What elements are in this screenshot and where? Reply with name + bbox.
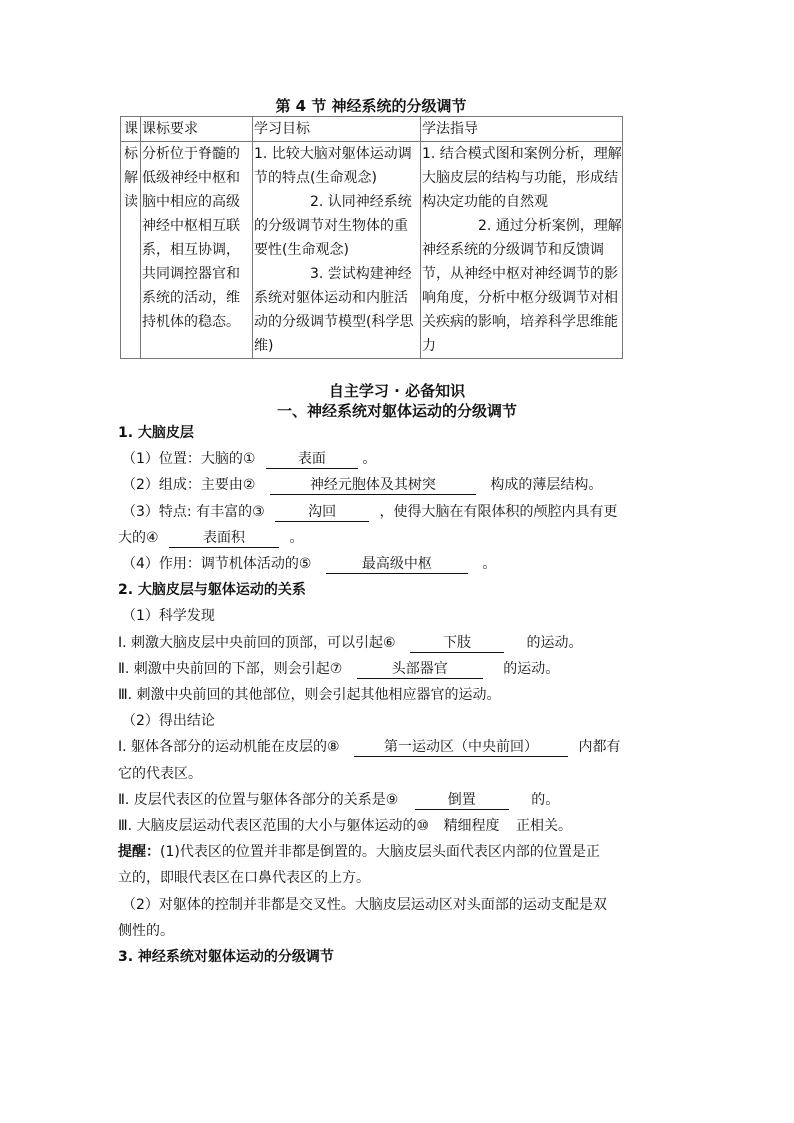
text: Ⅲ. 大脑皮层运动代表区范围的大小与躯体运动的⑩	[118, 818, 430, 835]
goal-item: 2. 认同神经系统的分级调节对生物体的重要性(生命观念)	[254, 194, 412, 258]
label-char: 解	[124, 170, 138, 186]
header-cell-goals: 学习目标	[253, 117, 421, 142]
text-line: （1）科学发现	[122, 608, 215, 625]
text: 的运动。	[503, 660, 560, 677]
text-line: 它的代表区。	[118, 765, 202, 782]
text-line: 立的，即眼代表区在口鼻代表区的上方。	[118, 870, 370, 887]
text: 。	[362, 451, 377, 468]
label-char: 标	[124, 146, 138, 162]
header-cell-label: 课	[121, 117, 141, 142]
answer-blank: 下肢	[410, 634, 504, 653]
text-line	[118, 551, 676, 577]
objectives-table	[120, 116, 623, 359]
part1-heading: 1. 大脑皮层	[118, 425, 194, 441]
text-line: Ⅲ. 刺激中央前回的其他部位，则会引起其他相应器官的运动。	[118, 687, 501, 704]
answer-blank: 表面积	[169, 529, 279, 548]
text-line	[118, 734, 676, 760]
guidance-cell	[421, 142, 623, 359]
text: 的。	[531, 791, 560, 808]
lesson-title: 第 4 节 神经系统的分级调节	[275, 97, 467, 115]
guidance-item: 1. 结合模式图和案例分析，理解大脑皮层的结构与功能，形成结构决定功能的自然观	[422, 146, 622, 210]
section-heading: 自主学习 · 必备知识	[328, 382, 466, 400]
text: 。	[482, 556, 497, 573]
text: 正相关。	[516, 818, 573, 835]
part2-heading: 2. 大脑皮层与躯体运动的关系	[118, 582, 306, 599]
text-line	[118, 499, 676, 525]
table-body-row	[121, 142, 623, 359]
text-line	[118, 472, 676, 498]
text: Ⅰ. 刺激大脑皮层中央前回的顶部，可以引起⑥	[118, 634, 396, 651]
text: (1)代表区的位置并非都是倒置的。大脑皮层头面代表区内部的位置是正	[160, 844, 600, 861]
goals-cell	[253, 142, 421, 359]
answer-blank: 第一运动区（中央前回）	[354, 738, 568, 757]
answer-blank: 最高级中枢	[326, 555, 468, 574]
text: 内都有	[578, 739, 621, 756]
answer-blank: 头部器官	[357, 660, 483, 679]
text-line	[118, 813, 676, 839]
text: 。	[289, 529, 304, 546]
text: 构成的薄层结构。	[490, 477, 603, 494]
tip-label: 提醒：	[118, 844, 160, 861]
answer-blank: 神经元胞体及其树突	[270, 476, 476, 495]
goal-item: 1. 比较大脑对躯体运动调节的特点(生命观念)	[254, 146, 412, 186]
text-line: 侧性的。	[118, 922, 174, 939]
text: Ⅱ. 刺激中央前回的下部，则会引起⑦	[118, 660, 343, 677]
answer-blank: 表面	[266, 450, 358, 469]
header-cell-requirement: 课标要求	[141, 117, 253, 142]
text: 大的④	[118, 529, 159, 546]
text: （1）位置：大脑的①	[122, 451, 256, 468]
text-line: （2）对躯体的控制并非都是交叉性。大脑皮层运动区对头面部的运动支配是双	[122, 896, 607, 913]
answer-text: 精细程度	[443, 818, 500, 835]
label-char: 读	[124, 194, 138, 210]
goal-item: 3. 尝试构建神经系统对躯体运动和内脏活动的分级调节模型(科学思维)	[254, 266, 414, 354]
text: Ⅰ. 躯体各部分的运动机能在皮层的⑧	[118, 739, 340, 756]
text: （3）特点: 有丰富的③	[122, 503, 265, 520]
label-cell	[121, 142, 141, 359]
text-line	[118, 446, 676, 472]
text-line: （2）得出结论	[122, 713, 215, 730]
requirement-cell: 分析位于脊髓的低级神经中枢和脑中相应的高级神经中枢相互联系，相互协调，共同调控器官和系统的活动，维持机体的稳态。	[141, 142, 253, 359]
text-line	[118, 630, 676, 656]
header-cell-guidance: 学法指导	[421, 117, 623, 142]
text: Ⅱ. 皮层代表区的位置与躯体各部分的关系是⑨	[118, 791, 399, 808]
text: （2）组成：主要由②	[122, 477, 256, 494]
lesson-body	[118, 420, 676, 970]
text: ，使得大脑在有限体积的颅腔内具有更	[379, 503, 618, 520]
answer-blank: 倒置	[415, 791, 509, 810]
text: 的运动。	[526, 634, 583, 651]
text: （4）作用：调节机体活动的⑤	[122, 556, 312, 573]
text-line	[118, 839, 676, 865]
section-title: 一、神经系统对躯体运动的分级调节	[276, 402, 517, 420]
guidance-item: 2. 通过分析案例，理解神经系统的分级调节和反馈调节，从神经中枢对神经调节的影响角度，分析中枢分级调节对相关疾病的影响，培养科学思维能力	[422, 218, 622, 354]
table-header-row	[121, 117, 623, 142]
text-line	[118, 656, 676, 682]
text-line	[118, 525, 676, 551]
part3-heading: 3. 神经系统对躯体运动的分级调节	[118, 949, 334, 966]
answer-blank: 沟回	[275, 503, 369, 522]
text-line	[118, 787, 676, 813]
